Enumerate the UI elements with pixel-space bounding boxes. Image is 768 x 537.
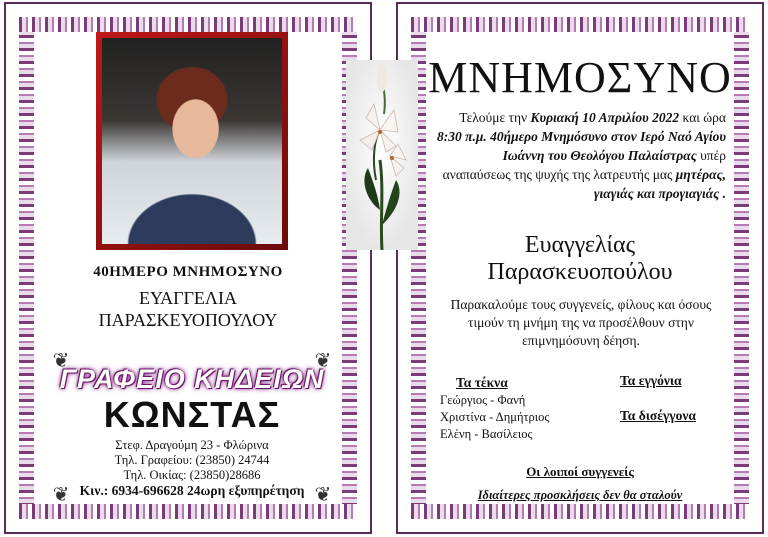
children-item: Γεώργιος - Φανή: [440, 393, 526, 407]
funeral-home-ad: [44, 350, 340, 506]
ornament-corner-icon: ❦: [314, 484, 332, 506]
portrait-frame: [96, 32, 288, 250]
grandchildren-heading: Τα εγγόνια: [620, 373, 682, 388]
announcement-paragraph: [436, 108, 726, 203]
para-time-place: 8:30 π.μ. 40ήμερο Μνημόσυνο στον Ιερό Ναό Αγίου Ιωάννη του Θεολόγου Παλαίστρας: [437, 129, 726, 163]
ad-mobile: Κιν.: 6934-696628 24ωρη εξυπηρέτηση: [79, 483, 305, 498]
left-memorial-title: 40ΗΜΕΡΟ ΜΝΗΜΟΣΥΝΟ: [93, 264, 283, 280]
no-invitations-note: Ιδιαίτερες προσκλήσεις δεν θα σταλούν: [477, 488, 683, 502]
children-item: Ελένη - Βασίλειος: [440, 427, 533, 441]
left-name-last: ΠΑΡΑΣΚΕΥΟΠΟΥΛΟΥ: [98, 310, 278, 330]
right-card: [396, 2, 764, 534]
para-family: μητέρας, γιαγιάς και προγιαγιάς .: [593, 167, 726, 201]
portrait-photo: [102, 38, 282, 244]
great-grandchildren-heading: Τα δισέγγονα: [620, 408, 696, 423]
children-item: Χριστίνα - Δημήτριος: [440, 410, 550, 424]
ad-office-phone: Τηλ. Γραφείου: (23850) 24744: [114, 453, 270, 467]
left-name-first: ΕΥΑΓΓΕΛΙΑ: [139, 288, 237, 308]
ad-business-name: ΚΩΝΣΤΑΣ: [103, 394, 281, 435]
deceased-last-name: Παρασκευοπούλου: [487, 259, 673, 285]
other-relatives: Οι λοιποί συγγενείς: [526, 464, 634, 479]
para-text: Τελούμε την: [459, 110, 531, 125]
ornament-corner-icon: ❦: [52, 484, 70, 506]
children-heading: Τα τέκνα: [456, 375, 508, 390]
ornament-corner-icon: ❦: [314, 350, 332, 372]
memorial-title: ΜΝΗΜΟΣΥΝΟ: [428, 53, 732, 102]
ad-title: ΓΡΑΦΕΙΟ ΚΗΔΕΙΩΝ: [59, 364, 325, 394]
ornament-corner-icon: ❦: [52, 350, 70, 372]
attendance-request: Παρακαλούμε τους συγγενείς, φίλους και όσους τιμούν τη μνήμη της να προσέλθουν στην επιμνημόσυνη δέηση.: [450, 297, 712, 348]
deceased-first-name: Ευαγγελίας: [524, 232, 636, 258]
ad-address: Στεφ. Δραγούμη 23 - Φλώρινα: [115, 438, 269, 452]
lily-flower-icon: [346, 60, 418, 250]
left-card: [4, 2, 372, 534]
para-date: Κυριακή 10 Απριλίου 2022: [530, 110, 680, 125]
para-text: και ώρα: [679, 110, 726, 125]
para-text: υπέρ αναπαύσεως της ψυχής της λατρευτής μας: [442, 148, 726, 182]
ad-home-phone: Τηλ. Οικίας: (23850)28686: [123, 468, 261, 482]
